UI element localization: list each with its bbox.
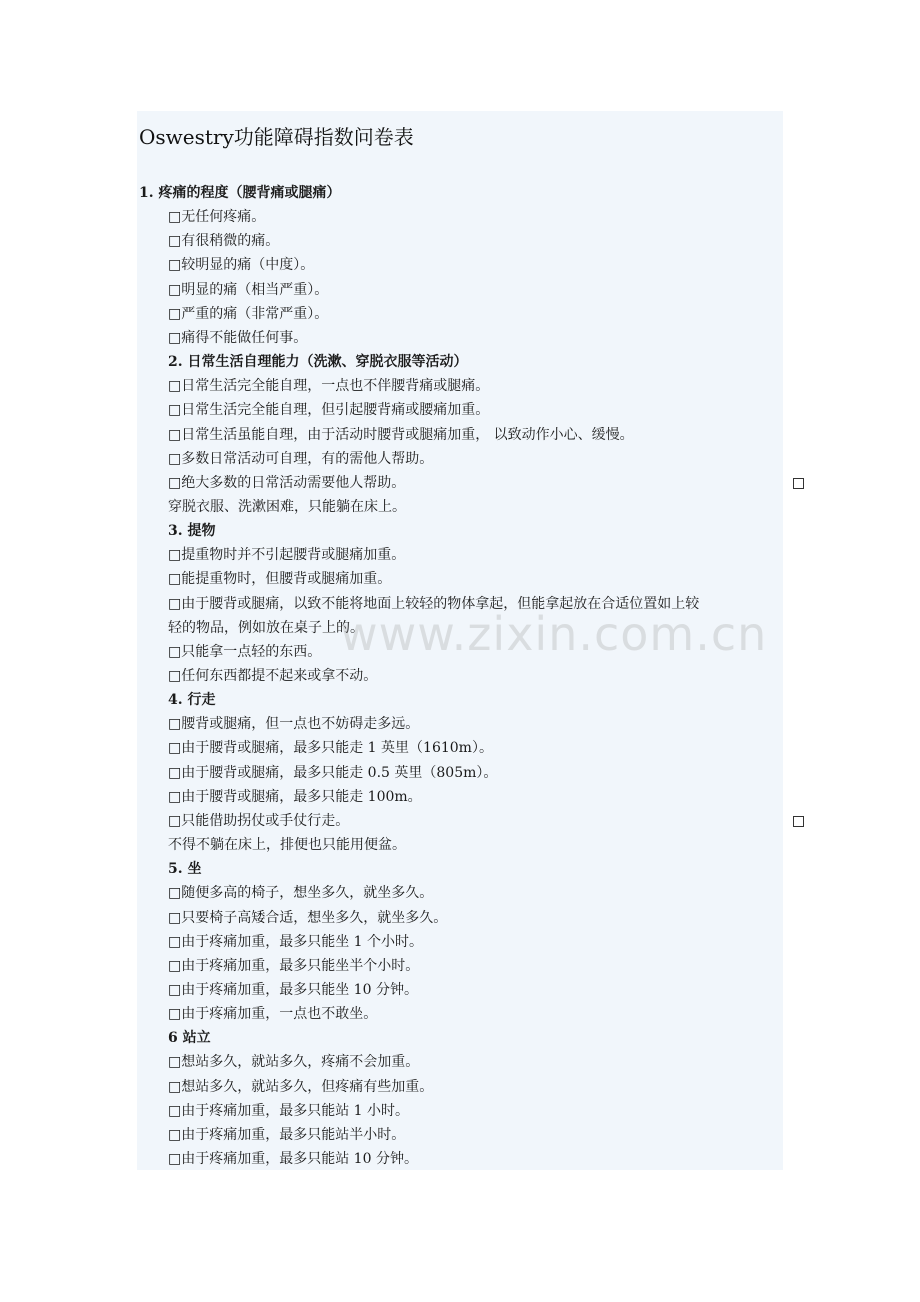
option-line: □无任何疼痛。 [168, 209, 266, 226]
option-line: □由于腰背或腿痛，最多只能走 0.5 英里（805m）。 [168, 764, 498, 781]
option-line: □随便多高的椅子，想坐多久，就坐多久。 [168, 885, 434, 902]
option-line: □由于疼痛加重，一点也不敢坐。 [168, 1006, 378, 1023]
checkbox-icon [793, 816, 804, 827]
option-line: □能提重物时，但腰背或腿痛加重。 [168, 571, 392, 588]
option-line: □由于疼痛加重，最多只能站半小时。 [168, 1126, 406, 1143]
option-line: □有很稍微的痛。 [168, 233, 280, 250]
option-line: □明显的痛（相当严重）。 [168, 281, 329, 298]
option-line: □由于疼痛加重，最多只能站 1 小时。 [168, 1102, 410, 1119]
option-line: □由于疼痛加重，最多只能坐 1 个小时。 [168, 933, 424, 950]
section-heading: 1. 疼痛的程度（腰背痛或腿痛） [139, 185, 341, 201]
option-line: □提重物时并不引起腰背或腿痛加重。 [168, 547, 406, 564]
option-line: □想站多久，就站多久，疼痛不会加重。 [168, 1054, 420, 1071]
option-line: 轻的物品，例如放在桌子上的。 [168, 619, 364, 636]
page-title: Oswestry功能障碍指数问卷表 [139, 125, 414, 149]
option-line: □由于腰背或腿痛，最多只能走 100m。 [168, 788, 422, 805]
option-line: □日常生活完全能自理，但引起腰背痛或腰痛加重。 [168, 402, 490, 419]
option-line: □只能借助拐仗或手仗行走。 [168, 812, 350, 829]
section-heading: 3. 提物 [168, 523, 216, 540]
section-heading: 4. 行走 [168, 692, 216, 709]
option-line: □由于腰背或腿痛，最多只能走 1 英里（1610m）。 [168, 740, 493, 757]
option-line: □由于疼痛加重，最多只能坐 10 分钟。 [168, 981, 418, 998]
option-line: □严重的痛（非常严重）。 [168, 305, 329, 322]
option-line: □多数日常活动可自理，有的需他人帮助。 [168, 450, 434, 467]
option-line: □只要椅子高矮合适，想坐多久，就坐多久。 [168, 909, 448, 926]
section-heading: 2. 日常生活自理能力（洗漱、穿脱衣服等活动） [168, 354, 468, 371]
option-line: □由于疼痛加重，最多只能坐半个小时。 [168, 957, 420, 974]
option-line: □日常生活虽能自理，由于活动时腰背或腿痛加重， 以致动作小心、缓慢。 [168, 426, 634, 443]
option-line: 不得不躺在床上，排便也只能用便盆。 [168, 837, 406, 854]
section-heading: 5. 坐 [168, 861, 202, 878]
option-line: □只能拿一点轻的东西。 [168, 643, 322, 660]
option-line: □任何东西都提不起来或拿不动。 [168, 668, 378, 684]
option-line: □较明显的痛（中度）。 [168, 257, 315, 274]
option-line: □由于疼痛加重，最多只能站 10 分钟。 [168, 1151, 418, 1167]
option-line: □痛得不能做任何事。 [168, 329, 308, 346]
option-line: 穿脱衣服、洗漱困难，只能躺在床上。 [168, 498, 406, 515]
section-heading: 6 站立 [168, 1030, 211, 1047]
option-line: □绝大多数的日常活动需要他人帮助。 [168, 474, 406, 491]
watermark: www.zixin.com.cn [340, 607, 768, 661]
option-line: □想站多久，就站多久，但疼痛有些加重。 [168, 1078, 434, 1095]
checkbox-icon [793, 478, 804, 489]
option-line: □由于腰背或腿痛，以致不能将地面上较轻的物体拿起，但能拿起放在合适位置如上较 [168, 595, 700, 612]
option-line: □腰背或腿痛，但一点也不妨碍走多远。 [168, 716, 420, 733]
option-line: □日常生活完全能自理，一点也不伴腰背痛或腿痛。 [168, 378, 490, 395]
